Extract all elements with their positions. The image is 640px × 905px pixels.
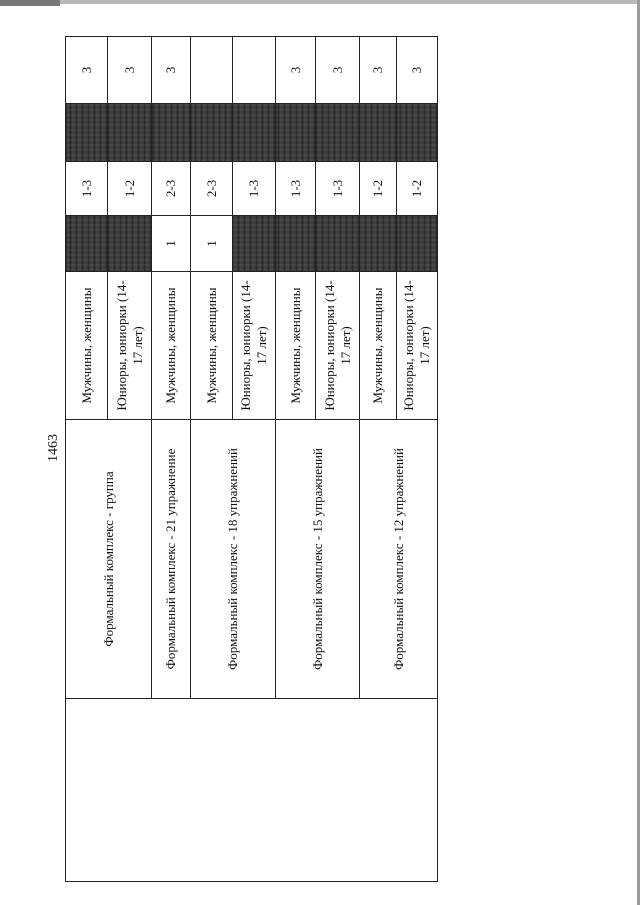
shaded-cell [360,216,397,272]
age-group-cell: Мужчины, женщины [66,272,108,420]
value-cell: 3 [276,37,316,104]
formal-complex-cell: Формальный комплекс - группа [66,420,152,699]
formal-complex-cell: Формальный комплекс - 12 упражнений [360,420,438,699]
page-number: 1463 [46,434,61,462]
shaded-cell [191,104,233,162]
scan-edge-mark [0,0,60,6]
value-cell: 1 [152,216,191,272]
age-group-cell: Мужчины, женщины [276,272,316,420]
value-cell: 3 [360,37,397,104]
shaded-cell [108,216,152,272]
value-cell: 1-3 [66,162,108,216]
shaded-cell [233,216,276,272]
value-cell [233,37,276,104]
age-group-cell: Юниоры, юниорки (14-17 лет) [108,272,152,420]
value-cell: 1-3 [316,162,360,216]
shaded-cell [276,104,316,162]
shaded-cell [316,104,360,162]
value-cell: 1-2 [397,162,438,216]
value-cell: 3 [108,37,152,104]
blank-column [66,699,438,882]
value-cell: 3 [66,37,108,104]
shaded-cell [397,104,438,162]
table-row [66,37,108,882]
age-group-cell: Юниоры, юниорки (14-17 лет) [316,272,360,420]
formal-complex-cell: Формальный комплекс - 15 упражнений [276,420,360,699]
value-cell: 3 [316,37,360,104]
value-cell: 2-3 [152,162,191,216]
value-cell: 2-3 [191,162,233,216]
shaded-cell [233,104,276,162]
value-cell [191,37,233,104]
shaded-cell [108,104,152,162]
value-cell: 3 [397,37,438,104]
value-cell: 1-2 [108,162,152,216]
shaded-cell [397,216,438,272]
rotated-page [46,37,437,882]
shaded-cell [66,216,108,272]
age-group-cell: Юниоры, юниорки (14-17 лет) [233,272,276,420]
value-cell: 1-2 [360,162,397,216]
value-cell: 1-3 [233,162,276,216]
scan-edge [0,0,640,4]
formal-complex-cell: Формальный комплекс - 21 упражнение [152,420,191,699]
shaded-cell [316,216,360,272]
value-cell: 1-3 [276,162,316,216]
value-cell: 3 [152,37,191,104]
value-cell: 1 [191,216,233,272]
age-group-cell: Мужчины, женщины [152,272,191,420]
age-group-cell: Мужчины, женщины [191,272,233,420]
shaded-cell [360,104,397,162]
shaded-cell [66,104,108,162]
age-group-cell: Мужчины, женщины [360,272,397,420]
shaded-cell [152,104,191,162]
shaded-cell [276,216,316,272]
category-table [65,36,438,882]
formal-complex-cell: Формальный комплекс - 18 упражнений [191,420,276,699]
age-group-cell: Юниоры, юниорки (14-17 лет) [397,272,438,420]
